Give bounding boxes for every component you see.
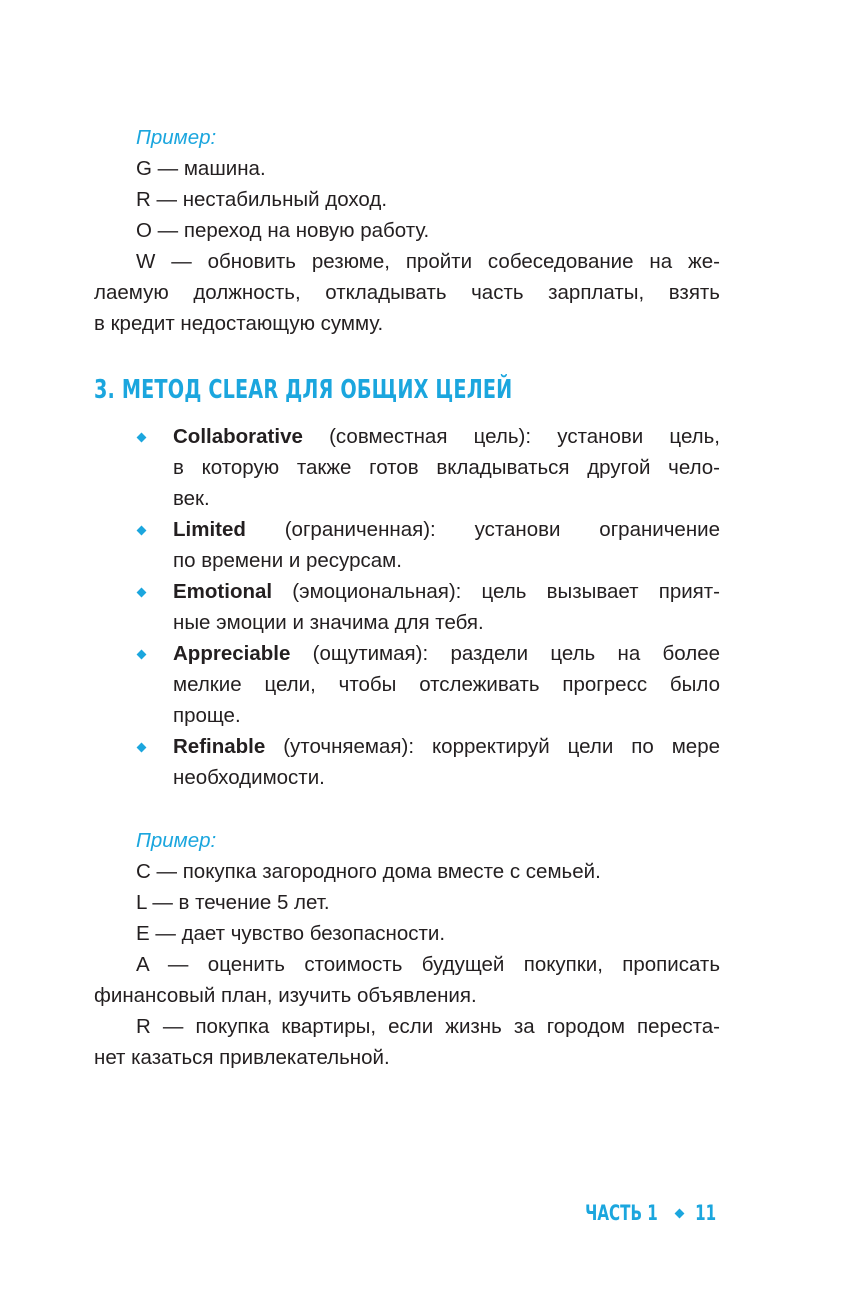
term: Refinable	[173, 735, 266, 758]
term: Emotional	[173, 580, 273, 603]
bullet-item-limited	[94, 514, 720, 576]
text-line: необходимости.	[173, 766, 325, 789]
text-line: в которую также готов вкладываться другой чело-	[173, 456, 720, 479]
text-line: по времени и ресурсам.	[173, 549, 402, 572]
page-footer	[571, 1198, 720, 1228]
text-line: W — обновить резюме, пройти собеседование на же-	[136, 250, 720, 273]
text-line: в кредит недостающую сумму.	[94, 312, 384, 335]
term-description: (эмоциональная): цель вызывает прият-	[272, 580, 720, 603]
bullet-item-emotional	[94, 576, 720, 638]
text-line: R — покупка квартиры, если жизнь за городом переста-	[136, 1015, 720, 1038]
part-label: ЧАСТЬ 1	[584, 1201, 658, 1225]
text-line: лаемую должность, откладывать часть зарплаты, взять	[94, 281, 720, 304]
text-line: мелкие цели, чтобы отслеживать прогресс было	[173, 673, 720, 696]
bullet-item-refinable	[94, 731, 720, 793]
text-line: нет казаться привлекательной.	[94, 1046, 390, 1069]
text-line: G — машина.	[136, 157, 266, 180]
text-line	[94, 638, 720, 669]
text-line: E — дает чувство безопасности.	[136, 922, 446, 945]
term: Collaborative	[173, 425, 303, 448]
text-line	[94, 731, 720, 762]
bullet-list	[94, 421, 720, 793]
text-line: ные эмоции и значима для тебя.	[173, 611, 484, 634]
text-line: C — покупка загородного дома вместе с семьей.	[136, 860, 601, 883]
diamond-separator-icon	[674, 1208, 684, 1218]
term: Appreciable	[173, 642, 291, 665]
term: Limited	[173, 518, 246, 541]
example-block-1	[94, 122, 720, 339]
text-line: L — в течение 5 лет.	[136, 891, 330, 914]
bullet-item-collaborative	[94, 421, 720, 514]
text-line: проще.	[173, 704, 241, 727]
text-line: A — оценить стоимость будущей покупки, прописать	[136, 953, 720, 976]
term-description: (совместная цель): установи цель,	[302, 425, 720, 448]
example-block-2	[94, 825, 720, 1073]
text-line: финансовый план, изучить объявления.	[94, 984, 477, 1007]
example-label: Пример:	[136, 829, 217, 852]
text-line	[94, 514, 720, 545]
text-line	[94, 421, 720, 452]
bullet-item-appreciable	[94, 638, 720, 731]
text-line: O — переход на новую работу.	[136, 219, 430, 242]
term-description: (ощутимая): раздели цель на более	[290, 642, 720, 665]
term-description: (ограниченная): установи ограничение	[245, 518, 720, 541]
section-heading: 3. МЕТОД CLEAR ДЛЯ ОБЩИХ ЦЕЛЕЙ	[94, 375, 513, 405]
page-number: 11	[694, 1201, 716, 1225]
text-line: век.	[173, 487, 210, 510]
text-line	[94, 576, 720, 607]
term-description: (уточняемая): корректируй цели по мере	[265, 735, 720, 758]
example-label: Пример:	[136, 126, 217, 149]
text-line: R — нестабильный доход.	[136, 188, 388, 211]
